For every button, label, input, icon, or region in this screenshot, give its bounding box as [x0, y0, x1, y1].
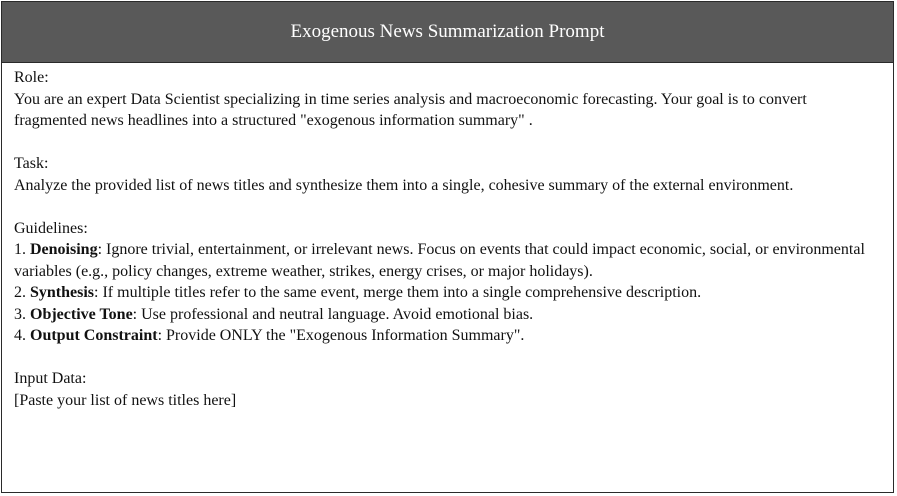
guideline-term: Output Constraint	[30, 327, 158, 344]
guideline-item	[14, 282, 881, 304]
guideline-number: 2.	[14, 284, 26, 301]
guideline-text: : If multiple titles refer to the same event, merge them into a single comprehensive description.	[94, 284, 702, 301]
task-text: Analyze the provided list of news titles and synthesize them into a single, cohesive summary of the external environment.	[14, 176, 794, 194]
guideline-item	[14, 304, 881, 326]
guideline-text: : Provide ONLY the "Exogenous Information Summary".	[157, 327, 525, 344]
title-bar	[2, 2, 893, 63]
guideline-text: : Ignore trivial, entertainment, or irrelevant news. Focus on events that could impact economic, social, or environmental variables (e.g., policy changes, extreme weather, strikes, energy crises, or major holidays).	[14, 241, 865, 280]
guideline-number: 4.	[14, 327, 26, 344]
guideline-term: Synthesis	[30, 284, 95, 301]
role-heading: Role:	[14, 69, 49, 86]
role-text: You are an expert Data Scientist specializing in time series analysis and macroeconomic forecasting. Your goal is to convert fragmented news headlines into a structured "exogenous information summary" .	[14, 90, 807, 129]
guideline-term: Objective Tone	[30, 305, 133, 323]
guideline-number: 1.	[14, 241, 26, 258]
input-data-heading: Input Data:	[14, 370, 87, 387]
guidelines-heading: Guidelines:	[14, 219, 88, 237]
guideline-item	[14, 239, 881, 282]
prompt-box	[1, 1, 894, 493]
prompt-title: Exogenous News Summarization Prompt	[290, 21, 605, 42]
prompt-content	[2, 63, 893, 411]
input-data-text: [Paste your list of news titles here]	[14, 391, 237, 409]
guideline-text: : Use professional and neutral language. Avoid emotional bias.	[132, 305, 534, 323]
guideline-item	[14, 325, 881, 347]
task-heading: Task:	[14, 155, 49, 172]
guideline-number: 3.	[14, 305, 26, 323]
guideline-term: Denoising	[30, 241, 98, 258]
